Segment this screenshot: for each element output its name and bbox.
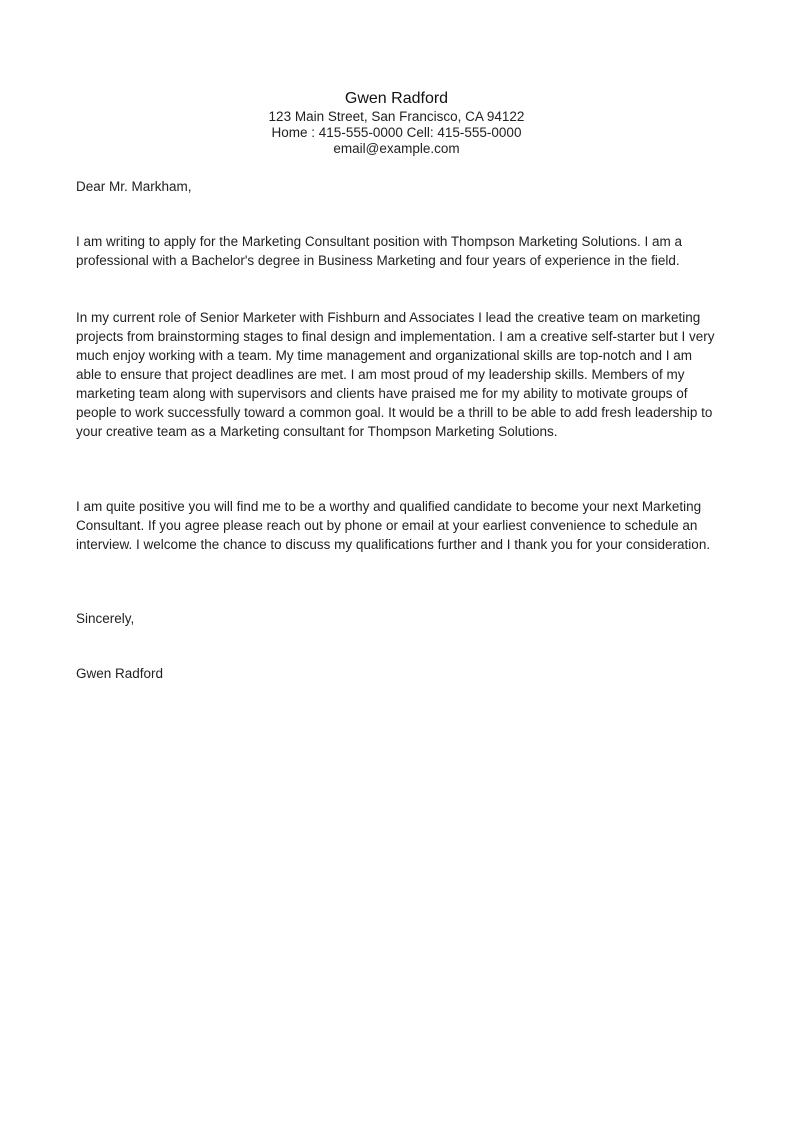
- body-paragraph-3: I am quite positive you will find me to be a worthy and qualified candidate to become your next Marketing Consultant. If you agree please reach out by phone or email at your earliest convenience to schedule an interview. I welcome the chance to discuss my qualifications further and I thank you for your consideration.: [76, 499, 711, 552]
- sender-email: email@example.com: [333, 141, 460, 156]
- sender-address: 123 Main Street, San Francisco, CA 94122: [268, 109, 525, 124]
- body-paragraph-2: In my current role of Senior Marketer with Fishburn and Associates I lead the creative team on marketing projects from brainstorming stages to final design and implementation. I am a creative self-starter but I very much enjoy working with a team. My time management and organizational skills are top-notch and I am able to ensure that project deadlines are met. I am most proud of my leadership skills. Members of my marketing team along with supervisors and clients have praised me for my ability to motivate groups of people to work successfully toward a common goal. It would be a thrill to be able to add fresh leadership to your creative team as a Marketing consultant for Thompson Marketing Solutions.: [76, 310, 715, 439]
- salutation: Dear Mr. Markham,: [76, 179, 192, 194]
- sender-phones: Home : 415-555-0000 Cell: 415-555-0000: [271, 125, 522, 140]
- sender-name: Gwen Radford: [344, 90, 449, 107]
- body-paragraph-1: I am writing to apply for the Marketing Consultant position with Thompson Marketing Solutions. I am a professional with a Bachelor's degree in Business Marketing and four years of experience in the field.: [76, 234, 683, 268]
- signature-name: Gwen Radford: [76, 666, 164, 681]
- closing: Sincerely,: [76, 611, 135, 626]
- letter-header: [0, 89, 793, 157]
